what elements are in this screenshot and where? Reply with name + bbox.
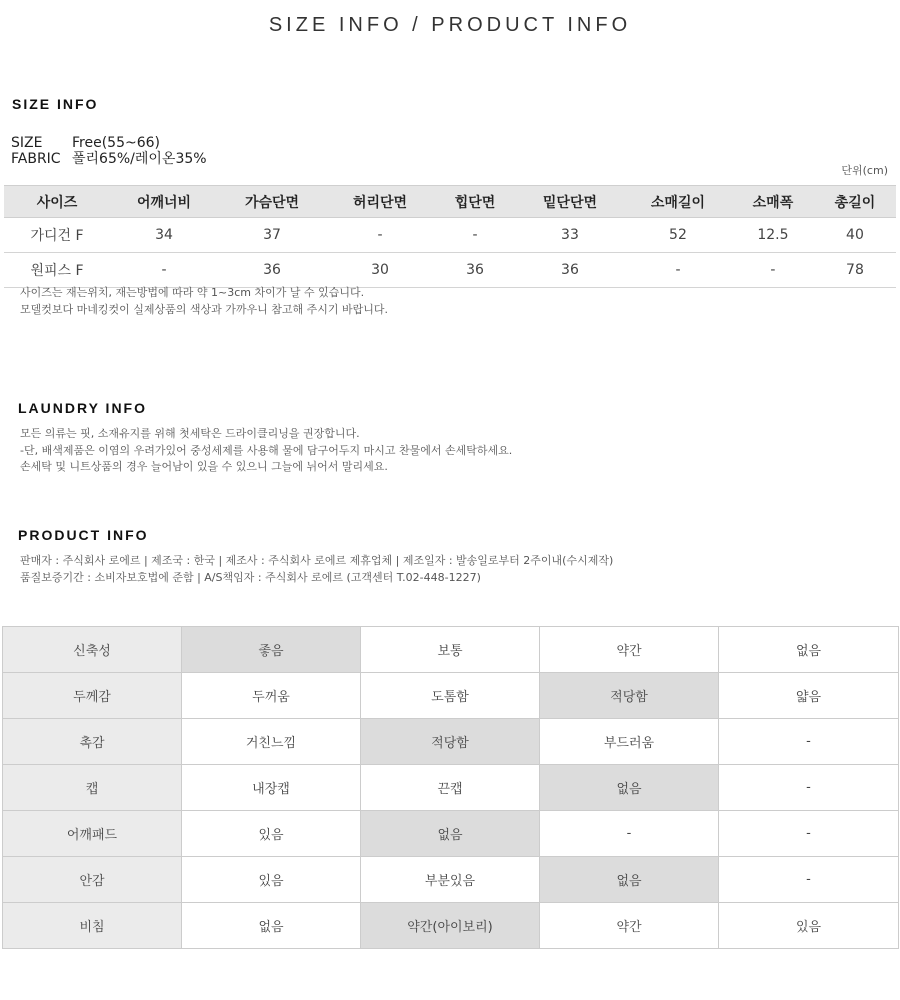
header-cell: 가슴단면 bbox=[218, 186, 326, 218]
fabric-row bbox=[3, 627, 899, 673]
table-cell: 40 bbox=[814, 218, 896, 253]
fabric-option: - bbox=[540, 811, 719, 857]
header-cell: 어깨너비 bbox=[110, 186, 218, 218]
fabric-option: 거친느낌 bbox=[182, 719, 361, 765]
fabric-option-selected: 좋음 bbox=[182, 627, 361, 673]
fabric-spec bbox=[11, 151, 207, 167]
table-cell: - bbox=[732, 253, 814, 288]
fabric-table bbox=[2, 626, 899, 949]
laundry-lines bbox=[20, 426, 512, 476]
laundry-line: 손세탁 및 니트상품의 경우 늘어남이 있을 수 있으니 그늘에 뉘어서 말리세요. bbox=[20, 460, 388, 473]
fabric-property-label: 캡 bbox=[3, 765, 182, 811]
header-cell: 사이즈 bbox=[4, 186, 110, 218]
table-cell: 33 bbox=[516, 218, 624, 253]
fabric-option: - bbox=[719, 719, 899, 765]
fabric-option: 보통 bbox=[361, 627, 540, 673]
product-lines bbox=[20, 553, 613, 586]
fabric-option: 끈캡 bbox=[361, 765, 540, 811]
table-cell: - bbox=[434, 218, 516, 253]
fabric-option: - bbox=[719, 857, 899, 903]
fabric-row bbox=[3, 903, 899, 949]
fabric-option: 약간 bbox=[540, 627, 719, 673]
laundry-line: -단, 배색제품은 이염의 우려가있어 중성세제를 사용해 물에 담구어두지 마시고 찬물에서 손세탁하세요. bbox=[20, 443, 513, 457]
size-spec bbox=[11, 135, 160, 151]
fabric-option: 부드러움 bbox=[540, 719, 719, 765]
table-cell: - bbox=[624, 253, 732, 288]
header-cell: 총길이 bbox=[814, 186, 896, 218]
size-label: SIZE bbox=[11, 135, 43, 151]
fabric-row bbox=[3, 857, 899, 903]
page-title: SIZE INFO / PRODUCT INFO bbox=[268, 14, 632, 36]
size-value: Free(55~66) bbox=[72, 135, 160, 151]
size-table bbox=[4, 185, 896, 288]
table-cell: 30 bbox=[326, 253, 434, 288]
fabric-option: 내장캡 bbox=[182, 765, 361, 811]
fabric-option: 부분있음 bbox=[361, 857, 540, 903]
table-cell: - bbox=[110, 253, 218, 288]
table-cell: 원피스 F bbox=[4, 253, 110, 288]
size-notes bbox=[20, 285, 388, 318]
fabric-option: 약간 bbox=[540, 903, 719, 949]
fabric-option: 얇음 bbox=[719, 673, 899, 719]
table-row bbox=[4, 253, 896, 288]
product-line: 품질보증기간 : 소비자보호법에 준함 | A/S책임자 : 주식회사 로에르 (고객센터 T.02-448-1227) bbox=[20, 570, 481, 584]
header-cell: 밑단단면 bbox=[516, 186, 624, 218]
table-cell: 12.5 bbox=[732, 218, 814, 253]
fabric-value: 폴리65%/레이온35% bbox=[72, 151, 207, 167]
product-info-heading: PRODUCT INFO bbox=[18, 527, 149, 543]
fabric-option: 있음 bbox=[182, 857, 361, 903]
fabric-property-label: 어깨패드 bbox=[3, 811, 182, 857]
fabric-row bbox=[3, 673, 899, 719]
table-cell: 36 bbox=[516, 253, 624, 288]
fabric-property-label: 비침 bbox=[3, 903, 182, 949]
fabric-option: 없음 bbox=[719, 627, 899, 673]
laundry-line: 모든 의류는 핏, 소재유지를 위해 첫세탁은 드라이클리닝을 권장합니다. bbox=[20, 427, 360, 440]
laundry-info-heading: LAUNDRY INFO bbox=[18, 400, 147, 416]
size-info-heading: SIZE INFO bbox=[12, 96, 99, 112]
fabric-option: 있음 bbox=[719, 903, 899, 949]
fabric-option: 있음 bbox=[182, 811, 361, 857]
fabric-property-label: 신축성 bbox=[3, 627, 182, 673]
fabric-option-selected: 없음 bbox=[540, 765, 719, 811]
table-row bbox=[4, 218, 896, 253]
fabric-property-label: 촉감 bbox=[3, 719, 182, 765]
fabric-option-selected: 없음 bbox=[540, 857, 719, 903]
size-note-line: 사이즈는 재는위치, 재는방법에 따라 약 1~3cm 차이가 날 수 있습니다. bbox=[20, 286, 365, 299]
table-cell: - bbox=[326, 218, 434, 253]
fabric-option-selected: 약간(아이보리) bbox=[361, 903, 540, 949]
table-cell: 52 bbox=[624, 218, 732, 253]
fabric-option: - bbox=[719, 765, 899, 811]
fabric-option: 도톰함 bbox=[361, 673, 540, 719]
fabric-row bbox=[3, 811, 899, 857]
table-cell: 34 bbox=[110, 218, 218, 253]
header-cell: 소매길이 bbox=[624, 186, 732, 218]
table-cell: 37 bbox=[218, 218, 326, 253]
fabric-property-label: 두께감 bbox=[3, 673, 182, 719]
fabric-option: - bbox=[719, 811, 899, 857]
fabric-option-selected: 적당함 bbox=[540, 673, 719, 719]
fabric-row bbox=[3, 719, 899, 765]
table-cell: 36 bbox=[434, 253, 516, 288]
fabric-property-label: 안감 bbox=[3, 857, 182, 903]
size-note-line: 모델컷보다 마네킹컷이 실제상품의 색상과 가까우니 참고해 주시기 바랍니다. bbox=[20, 302, 389, 316]
fabric-option: 없음 bbox=[182, 903, 361, 949]
fabric-label: FABRIC bbox=[11, 151, 61, 167]
fabric-option-selected: 없음 bbox=[361, 811, 540, 857]
table-cell: 78 bbox=[814, 253, 896, 288]
fabric-option: 두꺼움 bbox=[182, 673, 361, 719]
fabric-option-selected: 적당함 bbox=[361, 719, 540, 765]
header-cell: 허리단면 bbox=[326, 186, 434, 218]
table-cell: 36 bbox=[218, 253, 326, 288]
size-table-header bbox=[4, 186, 896, 218]
unit-label: 단위(cm) bbox=[841, 164, 888, 177]
product-line: 판매자 : 주식회사 로에르 | 제조국 : 한국 | 제조사 : 주식회사 로에르 제휴업체 | 제조일자 : 발송일로부터 2주이내(수시제작) bbox=[20, 554, 614, 567]
header-cell: 힙단면 bbox=[434, 186, 516, 218]
fabric-row bbox=[3, 765, 899, 811]
table-cell: 가디건 F bbox=[4, 218, 110, 253]
header-cell: 소매폭 bbox=[732, 186, 814, 218]
